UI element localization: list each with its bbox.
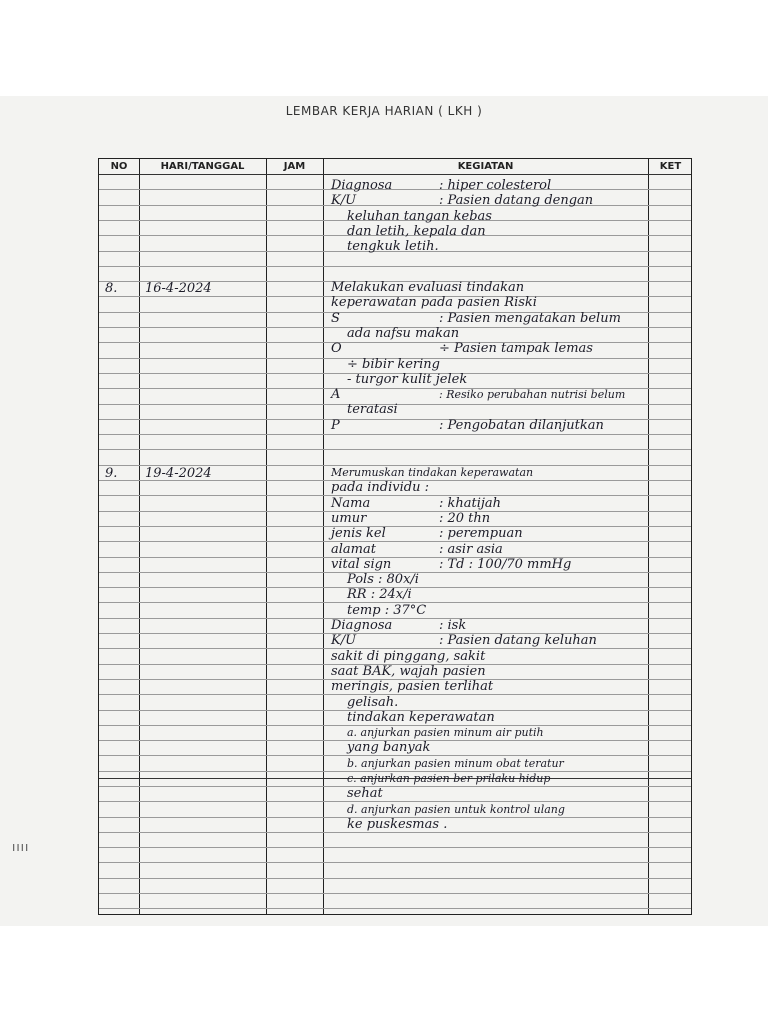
entry-date: 19-4-2024	[145, 466, 212, 481]
row-rule	[99, 541, 691, 542]
row-rule	[99, 511, 691, 512]
entry-line-label: A	[331, 387, 341, 403]
entry-line-text: gelisah.	[347, 694, 399, 710]
entry-line-label: K/U	[331, 633, 357, 649]
entry-line-label: Diagnosa	[331, 178, 393, 193]
row-rule	[99, 557, 691, 558]
entry-line-text: sehat	[347, 786, 383, 802]
entry-line-text: keperawatan pada pasien Riski	[331, 295, 537, 311]
entry-line-text: meringis, pasien terlihat	[331, 679, 494, 695]
row-rule	[99, 862, 691, 863]
entry-line-text: tindakan keperawatan	[347, 709, 495, 725]
col-header-no: NO	[110, 161, 128, 172]
entry-date: 16-4-2024	[145, 281, 212, 296]
entry-line-text: : perempuan	[439, 526, 523, 542]
entry-line-text: : isk	[439, 618, 467, 633]
entry-line-label: vital sign	[331, 556, 392, 572]
row-rule	[99, 189, 691, 190]
entry-line-label: Nama	[331, 495, 371, 511]
entry-line-text: yang banyak	[347, 740, 431, 756]
entry-line-text: Pols : 80x/i	[347, 572, 419, 588]
entry-line-text: ÷ bibir kering	[347, 356, 440, 372]
entry-line-text: dan letih, kepala dan	[347, 223, 486, 239]
entry-line-text: RR : 24x/i	[347, 587, 412, 603]
entry-no: 9.	[105, 466, 118, 481]
row-rule	[99, 847, 691, 848]
entry-line-label: jenis kel	[331, 526, 386, 542]
entry-line-label: umur	[331, 510, 367, 526]
entry-line-text: b. anjurkan pasien minum obat teratur	[347, 756, 564, 770]
entry-line-label: K/U	[331, 193, 357, 209]
entry-line-label: alamat	[331, 541, 376, 557]
entry-line-text: : Td : 100/70 mmHg	[439, 556, 572, 572]
row-rule	[99, 266, 691, 267]
entry-line-text: : hiper colesterol	[439, 178, 552, 193]
row-rule	[99, 526, 691, 527]
entry-line-text: saat BAK, wajah pasien	[331, 663, 486, 679]
entry-line-text: : Pasien datang keluhan	[439, 633, 597, 649]
entry-line-text: : khatijah	[439, 495, 502, 511]
entry-line-text: tengkuk letih.	[347, 239, 439, 255]
entry-line-text: sakit di pinggang, sakit	[331, 648, 486, 664]
entry-line-label: O	[331, 341, 342, 357]
row-rule	[99, 342, 691, 343]
entry-line-text: Merumuskan tindakan keperawatan	[331, 466, 534, 479]
row-rule	[99, 633, 691, 634]
entry-line-text: temp : 37°C	[347, 602, 427, 618]
worksheet-table	[98, 158, 692, 915]
entry-line-text: keluhan tangan kebas	[347, 208, 492, 224]
entry-line-text: : Pengobatan dilanjutkan	[439, 417, 604, 433]
entry-line-text: ada nafsu makan	[347, 325, 460, 341]
entry-line-label: Diagnosa	[331, 618, 393, 633]
entry-line-text: : Pasien datang dengan	[439, 193, 594, 209]
entry-line-text: Melakukan evaluasi tindakan	[331, 280, 525, 295]
entry-line-text: pada individu :	[331, 480, 429, 496]
entry-line-text: a. anjurkan pasien minum air putih	[347, 726, 544, 740]
row-rule	[99, 878, 691, 879]
header-rule	[99, 174, 691, 175]
entry-line-text: teratasi	[347, 402, 398, 418]
entry-line-text: : 20 thn	[439, 510, 491, 526]
row-rule	[99, 434, 691, 435]
entry-line-text: : asir asia	[439, 541, 503, 557]
col-header-activity: KEGIATAN	[457, 161, 514, 172]
row-rule	[99, 449, 691, 450]
entry-line-text: ke puskesmas .	[347, 816, 448, 832]
row-rule	[99, 893, 691, 894]
margin-marks: ıııı	[12, 840, 30, 854]
page-title: LEMBAR KERJA HARIAN ( LKH )	[285, 104, 483, 118]
row-rule	[99, 908, 691, 909]
col-header-note: KET	[659, 161, 682, 172]
entry-line-text: ÷ Pasien tampak lemas	[439, 341, 593, 357]
entry-line-label: S	[331, 310, 340, 326]
entry-line-label: P	[331, 417, 340, 433]
entry-line-text: : Pasien mengatakan belum	[439, 310, 621, 326]
entry-line-text: : Resiko perubahan nutrisi belum	[439, 388, 626, 402]
col-header-date: HARI/TANGGAL	[160, 161, 245, 172]
entry-line-text: d. anjurkan pasien untuk kontrol ulang	[347, 802, 565, 816]
entry-line-text: c. anjurkan pasien ber prilaku hidup	[347, 772, 551, 785]
row-rule	[99, 205, 691, 206]
entry-line-text: - turgor kulit jelek	[347, 371, 468, 387]
entry-no: 8.	[105, 281, 118, 296]
col-header-time: JAM	[283, 161, 306, 172]
